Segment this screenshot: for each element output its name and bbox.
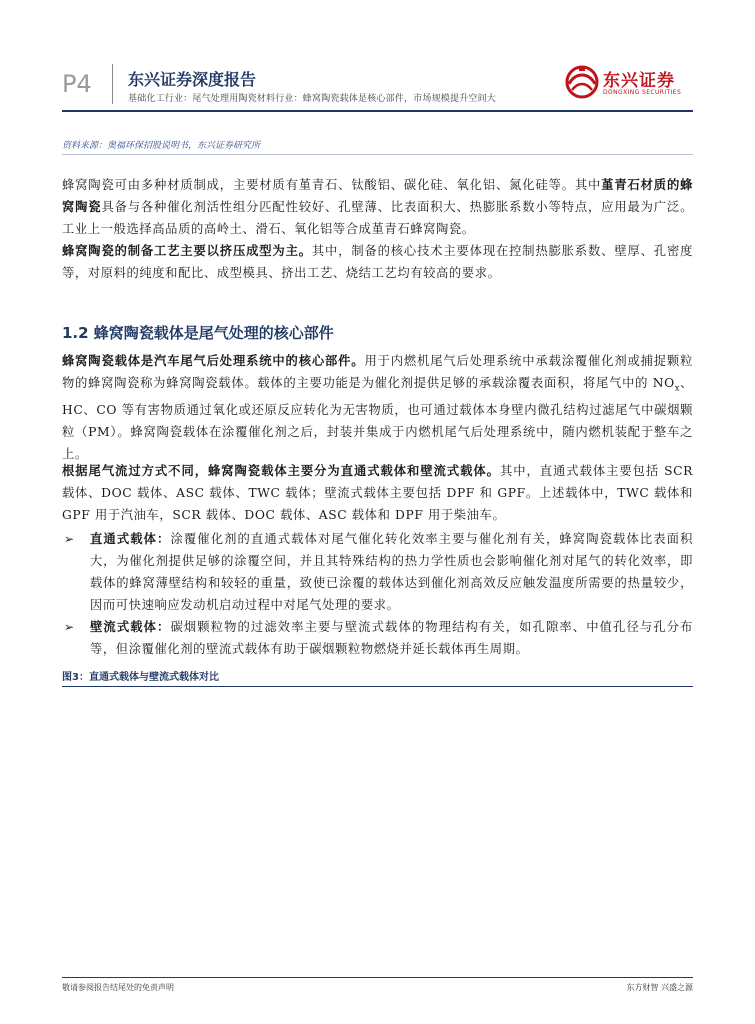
arrow-bullet-icon: ➢ bbox=[64, 620, 75, 634]
p3-bold: 蜂窝陶瓷载体是汽车尾气后处理系统中的核心部件。 bbox=[62, 354, 365, 368]
paragraph-materials bbox=[62, 174, 693, 240]
p4-bold: 根据尾气流过方式不同，蜂窝陶瓷载体主要分为直通式载体和壁流式载体。 bbox=[62, 464, 500, 478]
figure-rule bbox=[62, 686, 693, 687]
report-subtitle: 基础化工行业：尾气处理用陶瓷材料行业：蜂窝陶瓷载体是核心部件，市场规模提升空间大 bbox=[128, 94, 497, 104]
footer-slogan: 东方财智 兴盛之源 bbox=[626, 983, 693, 992]
header-divider bbox=[112, 64, 113, 104]
paragraph-process bbox=[62, 240, 693, 284]
figure-caption: 图3：直通式载体与壁流式载体对比 bbox=[62, 672, 219, 683]
company-logo bbox=[563, 62, 693, 106]
paragraph-core-component bbox=[62, 350, 693, 465]
p4-text: 其中，直通式载体主要包括 SCR 载体、DOC 载体、ASC 载体、TWC 载体；壁流式载体主要包括 DPF 和 GPF。上述载体中，TWC 载体和 GPF 用于汽油车，SCR 载体、DOC 载体、ASC 载体和 DPF 用于柴油车。 bbox=[62, 464, 693, 522]
p3-text-2: 、HC、CO 等有害物质通过氧化或还原反应转化为无害物质，也可通过载体本身壁内微孔结构过滤尾气中碳烟颗粒（PM）。蜂窝陶瓷载体在涂覆催化剂之后，封装并集成于内燃机尾气后处理系统中，随内燃机装配于整车之上。 bbox=[62, 376, 693, 462]
bullet-label: 壁流式载体： bbox=[90, 620, 171, 634]
bullet-text: 碳烟颗粒物的过滤效率主要与壁流式载体的物理结构有关，如孔隙率、中值孔径与孔分布等，但涂覆催化剂的壁流式载体有助于碳烟颗粒物燃烧并延长载体再生周期。 bbox=[90, 620, 693, 656]
page-number: P4 bbox=[62, 70, 92, 98]
p1-text-1: 蜂窝陶瓷可由多种材质制成，主要材质有堇青石、钛酸铝、碳化硅、氧化铝、氮化硅等。其中 bbox=[62, 178, 602, 192]
report-title: 东兴证券深度报告 bbox=[128, 70, 257, 89]
p3-text-1: 用于内燃机尾气后处理系统中承载涂覆催化剂或捕捉颗粒物的蜂窝陶瓷称为蜂窝陶瓷载体。载体的主要功能是为催化剂提供足够的承载涂覆表面积，将尾气中的 NO bbox=[62, 354, 693, 390]
p2-text: 其中，制备的核心技术主要体现在控制热膨胀系数、壁厚、孔密度等，对原料的纯度和配比、成型模具、挤出工艺、烧结工艺均有较高的要求。 bbox=[62, 244, 693, 280]
source-rule bbox=[62, 154, 693, 155]
p1-bold: 堇青石材质的蜂窝陶瓷 bbox=[62, 178, 693, 214]
p2-bold: 蜂窝陶瓷的制备工艺主要以挤压成型为主。 bbox=[62, 244, 312, 258]
bullet-flow-through bbox=[62, 528, 693, 616]
bullet-label: 直通式载体： bbox=[90, 532, 171, 546]
paragraph-classification bbox=[62, 460, 693, 526]
footer-rule bbox=[62, 977, 693, 978]
logo-name: 东兴证券 bbox=[603, 71, 675, 91]
p3-subscript: x bbox=[674, 383, 680, 393]
bullet-wall-flow bbox=[62, 616, 693, 660]
section-heading: 1.2 蜂窝陶瓷载体是尾气处理的核心部件 bbox=[62, 324, 334, 342]
arrow-bullet-icon: ➢ bbox=[64, 532, 75, 546]
logo-english: DONGXING SECURITIES bbox=[603, 89, 682, 96]
header-rule bbox=[62, 110, 693, 112]
p1-text-2: 具备与各种催化剂活性组分匹配性较好、孔壁薄、比表面积大、热膨胀系数小等特点，应用最为广泛。工业上一般选择高品质的高岭土、滑石、氧化铝等合成堇青石蜂窝陶瓷。 bbox=[62, 200, 693, 236]
source-note: 资料来源：奥福环保招股说明书，东兴证券研究所 bbox=[62, 141, 261, 151]
bullet-text: 涂覆催化剂的直通式载体对尾气催化转化效率主要与催化剂有关，蜂窝陶瓷载体比表面积大，为催化剂提供足够的涂覆空间，并且其特殊结构的热力学性质也会影响催化剂对尾气的转化效率，即载体的蜂窝薄壁结构和较轻的重量，致使已涂覆的载体达到催化剂高效反应触发温度所需要的热量较少，因而可快速响应发动机启动过程中对尾气处理的要求。 bbox=[90, 532, 693, 612]
footer-disclaimer: 敬请参阅报告结尾处的免责声明 bbox=[62, 983, 174, 992]
logo-emblem-icon bbox=[563, 62, 601, 102]
